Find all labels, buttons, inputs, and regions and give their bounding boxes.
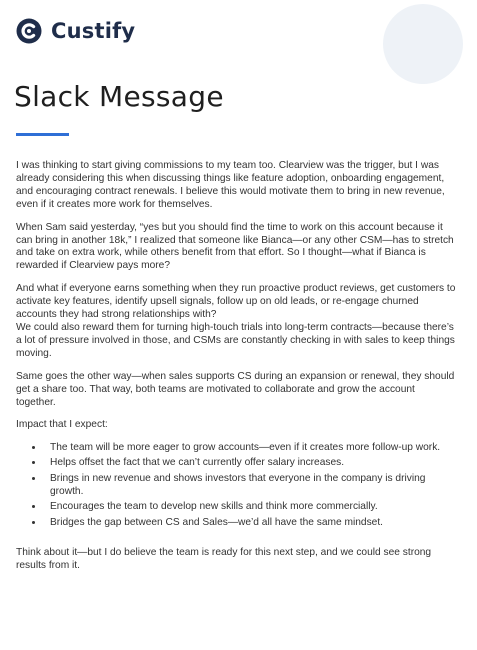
paragraph-5: Same goes the other way—when sales supports CS during an expansion or renewal, they should get a share too. That way, both teams are motivated to collaborate and grow the account together. (16, 370, 455, 408)
list-item: • Brings in new revenue and shows investors that everyone in the company is driving growth. (44, 473, 456, 499)
brand-logo (16, 18, 135, 44)
paragraph-2: When Sam said yesterday, “yes but you should find the time to work on this account because it can bring in another 18k,” I realized that someone like Bianca—or any other CSM—has to stretch and take on extra work, while others benefit from that effort. So I thought—what if Bianca is rewarded if Clearview pays more? (16, 221, 454, 272)
decorative-circle (383, 4, 463, 84)
page-title: Slack Message (14, 80, 224, 113)
paragraph-4: We could also reward them for turning high-touch trials into long-term contracts—because there’s a lot of pressure involved in those, and CSMs are constantly checking in with sales to keep things moving. (16, 321, 455, 359)
impact-list (16, 442, 456, 529)
title-underline (16, 133, 69, 136)
message-body (16, 160, 456, 583)
paragraph-3: And what if everyone earns something when they run proactive product reviews, get customers to activate key features, identify upsell signals, follow up on old leads, or re-engage churned accounts they had strong relationships with? (16, 283, 456, 321)
paragraph-1: I was thinking to start giving commissions to my team too. Clearview was the trigger, but I was already considering this when discussing things like feature adoption, onboarding engagement, and encouraging contract renewals. I believe this would motivate them to bring in new revenue, even if it creates more work for themselves. (16, 160, 445, 210)
closing-paragraph: Think about it—but I do believe the team is ready for this next step, and we could see strong results from it. (16, 546, 432, 571)
brand-name: Custify (51, 19, 136, 43)
list-item: • The team will be more eager to grow accounts—even if it creates more follow-up work. (44, 442, 456, 455)
custify-logo-icon (16, 18, 42, 44)
list-item: • Encourages the team to develop new skills and think more commercially. (44, 501, 456, 514)
impact-heading: Impact that I expect: (16, 419, 108, 431)
list-item: • Helps offset the fact that we can’t currently offer salary increases. (44, 457, 456, 470)
list-item: • Bridges the gap between CS and Sales—we’d all have the same mindset. (44, 517, 456, 530)
